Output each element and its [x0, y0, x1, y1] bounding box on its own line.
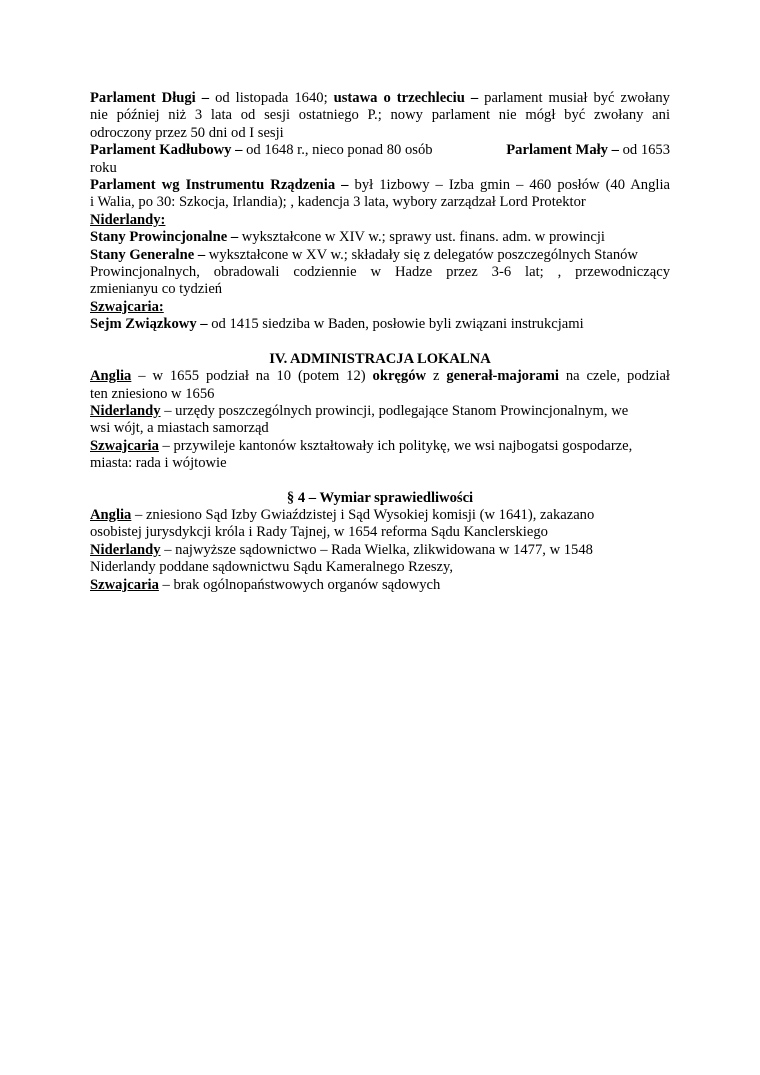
label-anglia: Anglia: [90, 368, 132, 385]
label-szwajcaria: Szwajcaria: [90, 576, 159, 593]
document-body: [90, 90, 670, 594]
term-stany-prowincjonalne: Stany Prowincjonalne –: [90, 229, 239, 246]
parlament-dlugi-line-3: odroczony przez 50 dni od I sesji: [90, 124, 284, 141]
term-okregow: okręgów: [372, 368, 427, 385]
label-anglia: Anglia: [90, 506, 132, 523]
justice-anglia-line-2: osobistej jurysdykcji króla i Rady Tajnej, w 1654 reforma Sądu Kanclerskiego: [90, 524, 548, 541]
term-general-majorami: generał-majorami: [446, 368, 559, 385]
admin-niderlandy-line-2: wsi wójt, a miastach samorząd: [90, 420, 269, 437]
label-szwajcaria: Szwajcaria: [90, 437, 159, 454]
admin-niderlandy-line-1: [90, 403, 670, 420]
parlament-maly-cont: roku: [90, 159, 117, 176]
text: od listopada 1640;: [209, 90, 334, 106]
stany-prowincjonalne-line: [90, 229, 670, 246]
parlament-instrument-line-1: [90, 177, 670, 194]
text: od 1653: [618, 142, 670, 159]
admin-anglia-line-1: [90, 368, 670, 385]
justice-szwajcaria-line-1: [90, 577, 670, 594]
text: wykształcone w XIV w.; sprawy ust. finans. adm. w prowincji: [238, 229, 605, 246]
term-sejm-zwiazkowy: Sejm Związkowy –: [90, 316, 208, 333]
admin-anglia-line-2: ten zniesiono w 1656: [90, 385, 215, 402]
spacer: [90, 473, 670, 490]
text: od 1415 siedziba w Baden, posłowie byli związani instrukcjami: [207, 316, 584, 333]
text: na czele, podział: [558, 368, 670, 385]
text: parlament musiał być zwołany: [478, 90, 670, 106]
admin-szwajcaria-line-2: miasta: rada i wójtowie: [90, 455, 227, 472]
section-title-wymiar-sprawiedliwosci: § 4 – Wymiar sprawiedliwości: [286, 489, 474, 506]
justice-anglia-line-1: [90, 507, 670, 524]
justice-niderlandy-line-1: [90, 542, 670, 559]
admin-szwajcaria-line-1: [90, 438, 670, 455]
text: – przywileje kantonów kształtowały ich politykę, we wsi najbogatsi gospodarze,: [158, 437, 633, 454]
text: – urzędy poszczególnych prowincji, podlegające Stanom Prowincjonalnym, we: [160, 402, 629, 419]
term-parlament-dlugi: Parlament Długi –: [90, 90, 210, 106]
parlament-kadlubowy: [90, 142, 433, 159]
text: z: [426, 368, 447, 385]
sejm-zwiazkowy-line: [90, 316, 670, 333]
text: wykształcone w XV w.; składały się z delegatów poszczególnych Stanów: [205, 246, 638, 263]
parlament-maly: [506, 142, 670, 159]
text: był 1izbowy – Izba gmin – 460 posłów (40 Anglia: [348, 177, 670, 194]
parlament-dlugi-line-2: nie później niż 3 lata od sesji ostatniego P.; nowy parlament nie mógł być zwołany ani: [90, 107, 670, 124]
text: – zniesiono Sąd Izby Gwiaździstej i Sąd Wysokiej komisji (w 1641), zakazano: [131, 506, 595, 523]
stany-generalne-line-2: Prowincjonalnych, obradowali codziennie w Hadze przez 3-6 lat; , przewodniczący: [90, 264, 670, 281]
justice-niderlandy-line-2: Niderlandy poddane sądownictwu Sądu Kameralnego Rzeszy,: [90, 559, 453, 576]
stany-generalne-line-3: zmienianyu co tydzień: [90, 281, 223, 298]
parlament-dlugi-line-1: [90, 90, 670, 107]
text: – brak ogólnopaństwowych organów sądowych: [158, 576, 441, 593]
term-parlament-instrument: Parlament wg Instrumentu Rządzenia –: [90, 177, 349, 194]
label-niderlandy: Niderlandy: [90, 541, 161, 558]
text: od 1648 r., nieco ponad 80 osób: [242, 142, 433, 159]
parlament-instrument-line-2: i Walia, po 30: Szkocja, Irlandia); , kadencja 3 lata, wybory zarządzał Lord Protektor: [90, 194, 586, 211]
parlament-kadlubowy-maly-line: [90, 142, 670, 159]
term-stany-generalne: Stany Generalne –: [90, 246, 206, 263]
heading-szwajcaria: Szwajcaria:: [90, 298, 164, 315]
term-parlament-maly: Parlament Mały –: [506, 142, 619, 159]
term-parlament-kadlubowy: Parlament Kadłubowy –: [90, 142, 243, 159]
spacer: [90, 334, 670, 351]
text: – najwyższe sądownictwo – Rada Wielka, zlikwidowana w 1477, w 1548: [160, 541, 593, 558]
term-ustawa-o-trzechleciu: ustawa o trzechleciu –: [333, 90, 479, 106]
section-title-administracja: IV. ADMINISTRACJA LOKALNA: [269, 350, 491, 367]
stany-generalne-line-1: [90, 247, 670, 264]
label-niderlandy: Niderlandy: [90, 402, 161, 419]
heading-niderlandy: Niderlandy:: [90, 211, 166, 228]
text: – w 1655 podział na 10 (potem 12): [131, 368, 373, 385]
